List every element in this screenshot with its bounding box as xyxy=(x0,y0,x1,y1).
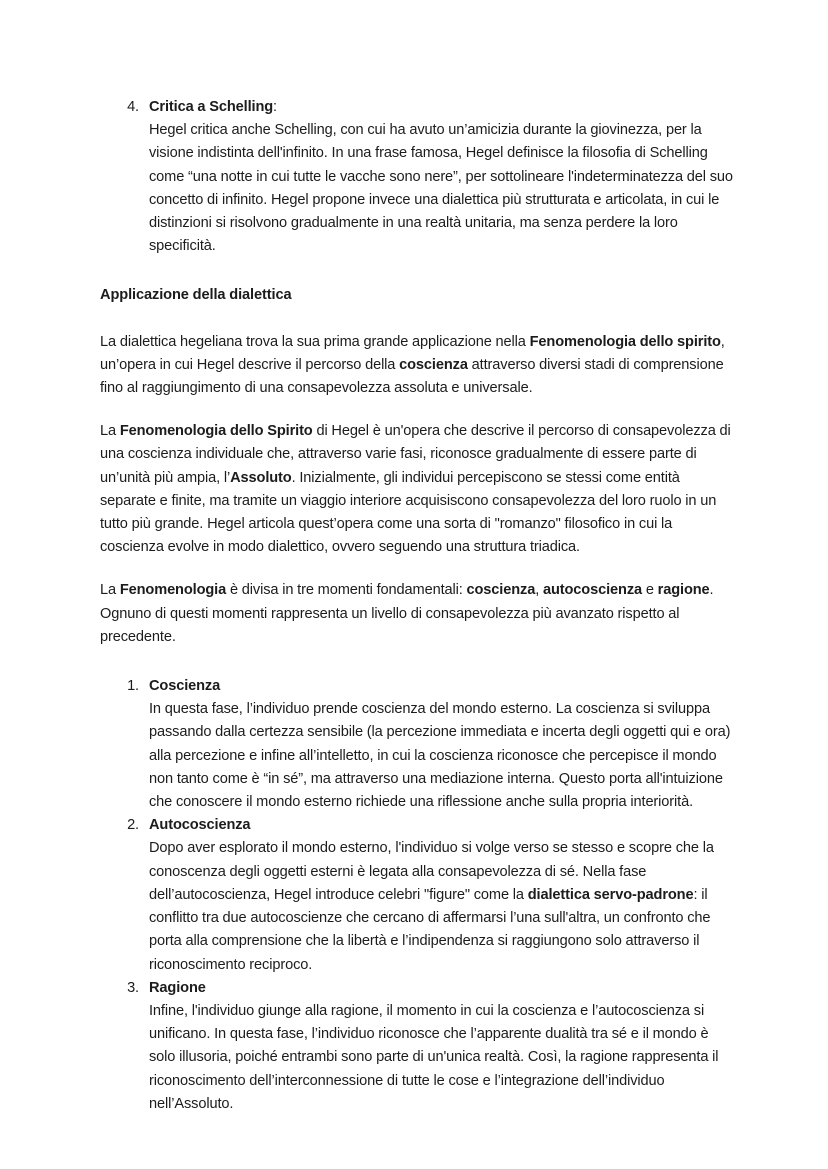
list-item-title-suffix: : xyxy=(273,99,277,115)
text-run: : il conflitto tra due autocoscienze che cercano di affermarsi l’una sull'altra, un confronto che porta alla comprensione che la libertà e l’indipendenza si raggiungono solo attraverso il riconoscimento reciproco. xyxy=(149,886,711,973)
spacer xyxy=(100,308,736,331)
text-run: . Inizialmente, gli individui percepiscono se stessi come entità separate e finite, ma tramite un viaggio interiore acquisiscono consapevolezza del loro ruolo in un tutto più grande. Hegel articola quest’opera come una sorta di "romanzo" filosofico in cui la coscienza evolve in modo dialettico, ovvero seguendo una struttura triadica. xyxy=(100,469,717,556)
numbered-list-critica xyxy=(100,96,736,258)
list-item-body xyxy=(149,837,736,976)
list-item-title-text: Critica a Schelling xyxy=(149,99,274,115)
bold-fenomenologia-dello-spirito: Fenomenologia dello spirito xyxy=(529,333,721,350)
paragraph-fenomenologia xyxy=(100,420,736,559)
bold-ragione: ragione xyxy=(657,582,710,599)
spacer xyxy=(100,258,736,284)
spacer xyxy=(100,400,736,420)
text-run: La xyxy=(100,582,120,599)
bold-autocoscienza: autocoscienza xyxy=(542,582,642,599)
list-item xyxy=(100,96,736,258)
text-run: di Hegel è un'opera che descrive il percorso di consapevolezza di una coscienza individuale che, attraverso varie fasi, riconosce gradualmente di essere parte di un’unità più ampia, l’ xyxy=(100,423,731,486)
text-run: La dialettica hegeliana trova la sua prima grande applicazione nella xyxy=(100,333,530,350)
list-marker: 2. xyxy=(127,817,139,834)
text-run: , xyxy=(535,582,543,599)
list-item-title xyxy=(149,96,736,119)
list-item xyxy=(100,814,736,976)
list-item-title: Ragione xyxy=(149,979,206,996)
paragraph-tre-momenti xyxy=(100,579,736,649)
bold-assoluto: Assoluto xyxy=(230,469,292,486)
text-run: . Ognuno di questi momenti rappresenta un livello di consapevolezza più avanzato rispetto al precedente. xyxy=(100,582,714,645)
text-run: Dopo aver esplorato il mondo esterno, l'individuo si volge verso se stesso e scopre che la conoscenza degli oggetti esterni è legata alla consapevolezza di sé. Nella fase dell’autocoscienza, Hegel introduce celebri "figure" come la xyxy=(149,840,714,903)
text-run: e xyxy=(642,582,658,599)
bold-coscienza: coscienza xyxy=(466,582,536,599)
text-run: La xyxy=(100,423,120,440)
list-marker: 4. xyxy=(127,99,139,115)
list-marker: 1. xyxy=(127,678,139,695)
document-body xyxy=(100,96,736,1116)
list-item xyxy=(100,675,736,814)
list-item-body: In questa fase, l’individuo prende coscienza del mondo esterno. La coscienza si sviluppa passando dalla certezza sensibile (la percezione immediata e incerta degli oggetti qui e ora) alla percezione e infine all’intelletto, in cui la coscienza riconosce che percepisce il mondo non tanto come è “in sé”, ma attraverso una mediazione interna. Questo porta all'intuizione che conoscere il mondo esterno richiede una riflessione anche sulla propria interiorità. xyxy=(149,701,731,811)
list-marker: 3. xyxy=(127,979,139,996)
spacer xyxy=(100,649,736,675)
spacer xyxy=(100,559,736,579)
numbered-list-momenti xyxy=(100,675,736,1116)
list-item-body: Infine, l'individuo giunge alla ragione, il momento in cui la coscienza e l’autocoscienza si unificano. In questa fase, l’individuo riconosce che l’apparente dualità tra sé e il mondo è solo illusoria, poiché entrambi sono parte di un'unica realtà. Così, la ragione rappresenta il riconoscimento dell’interconnessione di tutte le cose e l’integrazione dell’individuo nell’Assoluto. xyxy=(149,1002,719,1112)
list-item-title: Coscienza xyxy=(149,678,221,695)
text-run: , un’opera in cui Hegel descrive il percorso della xyxy=(100,333,725,373)
section-heading-applicazione: Applicazione della dialettica xyxy=(100,287,292,304)
text-run: è divisa in tre momenti fondamentali: xyxy=(226,582,467,599)
list-item-body: Hegel critica anche Schelling, con cui ha avuto un’amicizia durante la giovinezza, per la visione indistinta dell'infinito. In una frase famosa, Hegel definisce la filosofia di Schelling come “una notte in cui tutte le vacche sono nere”, per sottolineare l'indeterminatezza del suo concetto di infinito. Hegel propone invece una dialettica più strutturata e articolata, in cui le distinzioni si risolvono gradualmente in una realtà unitaria, ma senza perdere la loro specificità. xyxy=(149,122,733,255)
list-item xyxy=(100,977,736,1116)
bold-coscienza: coscienza xyxy=(399,356,468,373)
bold-dialettica-servo-padrone: dialettica servo-padrone xyxy=(527,886,694,903)
text-run: attraverso diversi stadi di comprensione fino al raggiungimento di una consapevolezza assoluta e universale. xyxy=(100,356,724,397)
list-item-title: Autocoscienza xyxy=(149,817,251,834)
bold-fenomenologia-dello-spirito: Fenomenologia dello Spirito xyxy=(119,423,313,440)
bold-fenomenologia: Fenomenologia xyxy=(119,582,227,599)
paragraph-applicazione xyxy=(100,331,736,401)
